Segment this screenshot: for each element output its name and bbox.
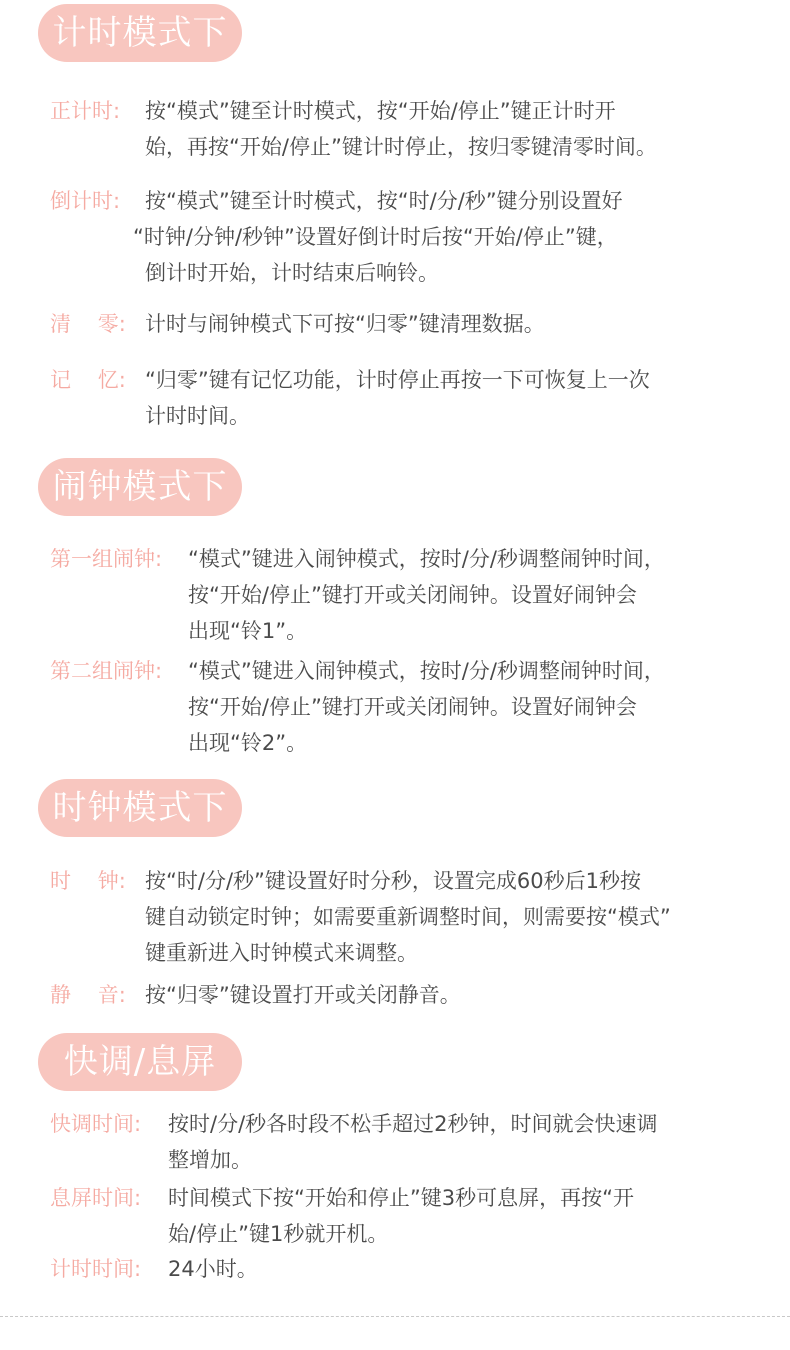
section-title-alarm-mode: 闹钟模式下 [38,458,242,516]
item-timing-duration [50,1251,770,1287]
item-count-up [50,93,770,165]
item-clear [50,306,770,342]
item-label: 正计时: [50,99,121,123]
item-text-line: 出现“铃1”。 [188,619,308,643]
item-text-line: 按“模式”键至计时模式，按“时/分/秒”键分别设置好 [145,189,623,213]
item-text-line: “归零”键有记忆功能，计时停止再按一下可恢复上一次 [145,368,650,392]
section-title-timer-mode: 计时模式下 [38,4,242,62]
item-text-line: 整增加。 [168,1148,252,1172]
item-text-line: 键自动锁定时钟；如需要重新调整时间，则需要按“模式” [145,905,671,929]
item-text-line: “时钟/分钟/秒钟”设置好倒计时后按“开始/停止”键， [133,225,618,249]
item-label: 倒计时: [50,189,121,213]
item-label: 静 音: [50,983,126,1007]
item-text-line: 按“开始/停止”键打开或关闭闹钟。设置好闹钟会 [188,695,637,719]
item-text-line: 按“时/分/秒”键设置好时分秒，设置完成60秒后1秒按 [145,869,641,893]
item-text-line: “模式”键进入闹钟模式，按时/分/秒调整闹钟时间， [188,659,665,683]
item-screen-off-time [50,1180,770,1252]
section-title-quick-adjust: 快调/息屏 [38,1033,242,1091]
item-count-down [50,183,770,291]
item-text-line: 按“模式”键至计时模式，按“开始/停止”键正计时开 [145,99,616,123]
item-text-line: 按“开始/停止”键打开或关闭闹钟。设置好闹钟会 [188,583,637,607]
item-text-line: 计时时间。 [145,404,250,428]
item-text-line: “模式”键进入闹钟模式，按时/分/秒调整闹钟时间， [188,547,665,571]
item-memory [50,362,770,434]
item-text-line: 始，再按“开始/停止”键计时停止，按归零键清零时间。 [145,135,657,159]
item-text-line: 始/停止”键1秒就开机。 [168,1222,389,1246]
item-mute [50,977,770,1013]
item-quick-adjust-time [50,1106,770,1178]
section-title-clock-mode: 时钟模式下 [38,779,242,837]
item-alarm-1 [50,541,770,649]
item-label: 快调时间: [50,1112,142,1136]
item-text-line: 键重新进入时钟模式来调整。 [145,941,418,965]
item-text-line: 倒计时开始，计时结束后响铃。 [145,261,439,285]
item-text-line: 出现“铃2”。 [188,731,308,755]
item-label: 时 钟: [50,869,126,893]
item-text-line: 24小时。 [168,1257,258,1281]
bottom-divider [0,1316,790,1317]
item-text-line: 时间模式下按“开始和停止”键3秒可息屏，再按“开 [168,1186,634,1210]
item-text-line: 按“归零”键设置打开或关闭静音。 [145,983,461,1007]
item-label: 第二组闹钟: [50,659,163,683]
item-label: 记 忆: [50,368,126,392]
item-label: 计时时间: [50,1257,142,1281]
item-label: 息屏时间: [50,1186,142,1210]
item-label: 第一组闹钟: [50,547,163,571]
item-label: 清 零: [50,312,126,336]
item-alarm-2 [50,653,770,761]
item-text-line: 按时/分/秒各时段不松手超过2秒钟，时间就会快速调 [168,1112,658,1136]
item-text-line: 计时与闹钟模式下可按“归零”键清理数据。 [145,312,545,336]
item-clock [50,863,770,971]
